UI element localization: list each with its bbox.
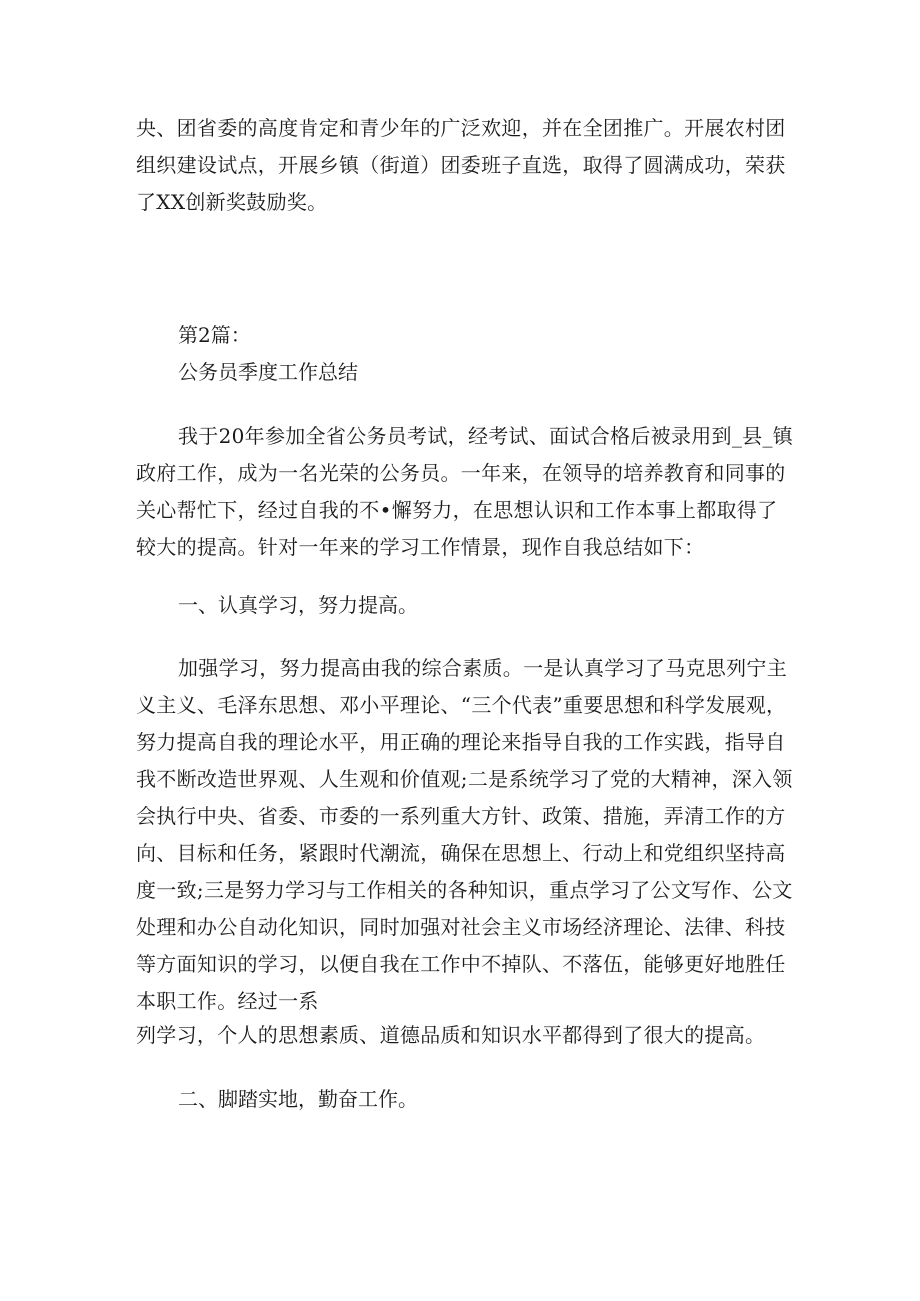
section1-heading: 一、认真学习，努力提高。 — [178, 593, 418, 617]
section2-heading: 二、脚踏实地，勤奋工作。 — [178, 1087, 418, 1111]
intro-paragraph: 我于20年参加全省公务员考试，经考试、面试合格后被录用到_县_镇政府工作，成为一名光荣的公务员。一年来，在领导的培养教育和同事的关心帮忙下，经过自我的不•懈努力，在思想认识和工作本事上都取得了较大的提高。针对一年来的学习工作情景，现作自我总结如下： — [136, 424, 794, 559]
article-number: 第2篇： — [178, 323, 251, 347]
section1-continuation: 列学习，个人的思想素质、道德品质和知识水平都得到了很大的提高。 — [136, 1023, 766, 1047]
article-title: 公务员季度工作总结 — [178, 360, 358, 384]
continuation-paragraph: 央、团省委的高度肯定和青少年的广泛欢迎，并在全团推广。开展农村团组织建设试点，开展乡镇（街道）团委班子直选，取得了圆满成功，荣获了XX创新奖鼓励奖。 — [136, 116, 786, 214]
section1-body: 加强学习，努力提高由我的综合素质。一是认真学习了马克思列宁主义主义、毛泽东思想、邓小平理论、“三个代表”重要思想和科学发展观，努力提高自我的理论水平，用正确的理论来指导自我的工作实践，指导自我不断改造世界观、人生观和价值观;二是系统学习了党的大精神，深入领会执行中央、省委、市委的一系列重大方针、政策、措施，弄清工作的方向、目标和任务，紧跟时代潮流，确保在思想上、行动上和党组织坚持高度一致;三是努力学习与工作相关的各种知识，重点学习了公文写作、公文处理和办公自动化知识，同时加强对社会主义市场经济理论、法律、科技等方面知识的学习，以便自我在工作中不掉队、不落伍，能够更好地胜任本职工作。经过一系 — [136, 656, 793, 1013]
